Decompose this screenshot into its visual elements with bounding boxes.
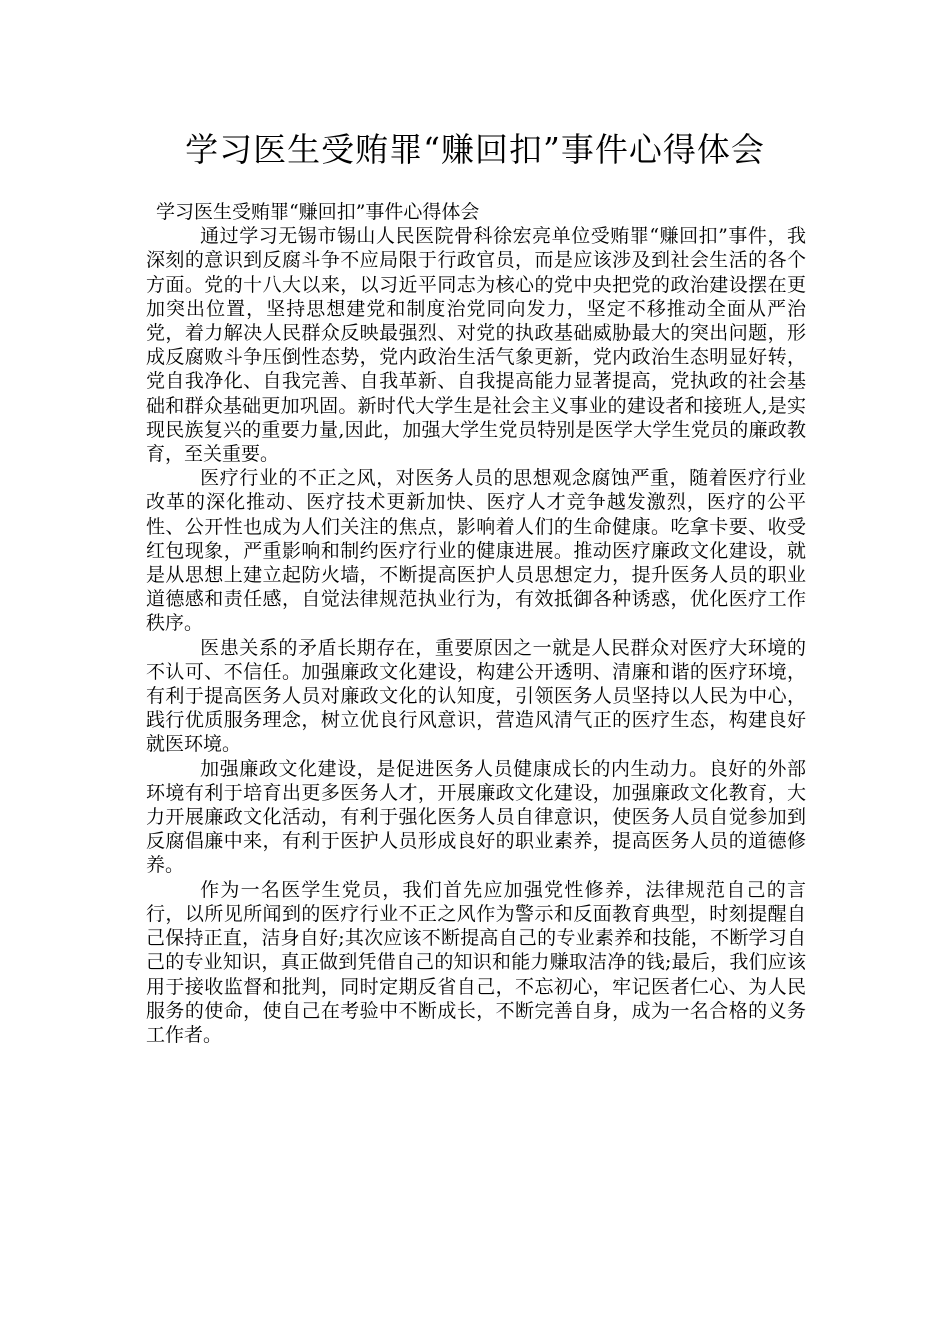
paragraph: 通过学习无锡市锡山人民医院骨科徐宏亮单位受贿罪“赚回扣”事件，我深刻的意识到反腐斗争不应局限于行政官员，而是应该涉及到社会生活的各个方面。党的十八大以来，以习近平同志为核心的党中央把党的政治建设摆在更加突出位置，坚持思想建党和制度治党同向发力，坚定不移推动全面从严治党，着力解决人民群众反映最强烈、对党的执政基础威胁最大的突出问题，形成反腐败斗争压倒性态势，党内政治生活气象更新，党内政治生态明显好转，党自我净化、自我完善、自我革新、自我提高能力显著提高，党执政的社会基础和群众基础更加巩固。新时代大学生是社会主义事业的建设者和接班人,是实现民族复兴的重要力量,因此，加强大学生党员特别是医学大学生党员的廉政教育，至关重要。 (146, 225, 806, 466)
paragraph: 医疗行业的不正之风，对医务人员的思想观念腐蚀严重，随着医疗行业改革的深化推动、医疗技术更新加快、医疗人才竞争越发激烈，医疗的公平性、公开性也成为人们关注的焦点，影响着人们的生命健康。吃拿卡要、收受红包现象，严重影响和制约医疗行业的健康进展。推动医疗廉政文化建设，就是从思想上建立起防火墙，不断提高医护人员思想定力，提升医务人员的职业道德感和责任感，自觉法律规范执业行为，有效抵御各种诱惑，优化医疗工作秩序。 (146, 467, 806, 635)
document-title: 学习医生受贿罪“赚回扣”事件心得体会 (185, 130, 765, 169)
document-body (146, 200, 806, 1047)
paragraph: 作为一名医学生党员，我们首先应加强党性修养，法律规范自己的言行，以所见所闻到的医疗行业不正之风作为警示和反面教育典型，时刻提醒自己保持正直，洁身自好;其次应该不断提高自己的专业素养和技能，不断学习自己的专业知识，真正做到凭借自己的知识和能力赚取洁净的钱;最后，我们应该用于接收监督和批判，同时定期反省自己，不忘初心，牢记医者仁心、为人民服务的使命，使自己在考验中不断成长，不断完善自身，成为一名合格的义务工作者。 (146, 878, 806, 1046)
paragraph: 医患关系的矛盾长期存在，重要原因之一就是人民群众对医疗大环境的不认可、不信任。加强廉政文化建设，构建公开透明、清廉和谐的医疗环境，有利于提高医务人员对廉政文化的认知度，引领医务人员坚持以人民为中心，践行优质服务理念，树立优良行风意识，营造风清气正的医疗生态，构建良好就医环境。 (146, 636, 806, 756)
paragraph: 加强廉政文化建设，是促进医务人员健康成长的内生动力。良好的外部环境有利于培育出更多医务人才，开展廉政文化建设，加强廉政文化教育，大力开展廉政文化活动，有利于强化医务人员自律意识，使医务人员自觉参加到反腐倡廉中来，有利于医护人员形成良好的职业素养，提高医务人员的道德修养。 (146, 757, 806, 877)
document-subtitle: 学习医生受贿罪“赚回扣”事件心得体会 (156, 201, 480, 223)
